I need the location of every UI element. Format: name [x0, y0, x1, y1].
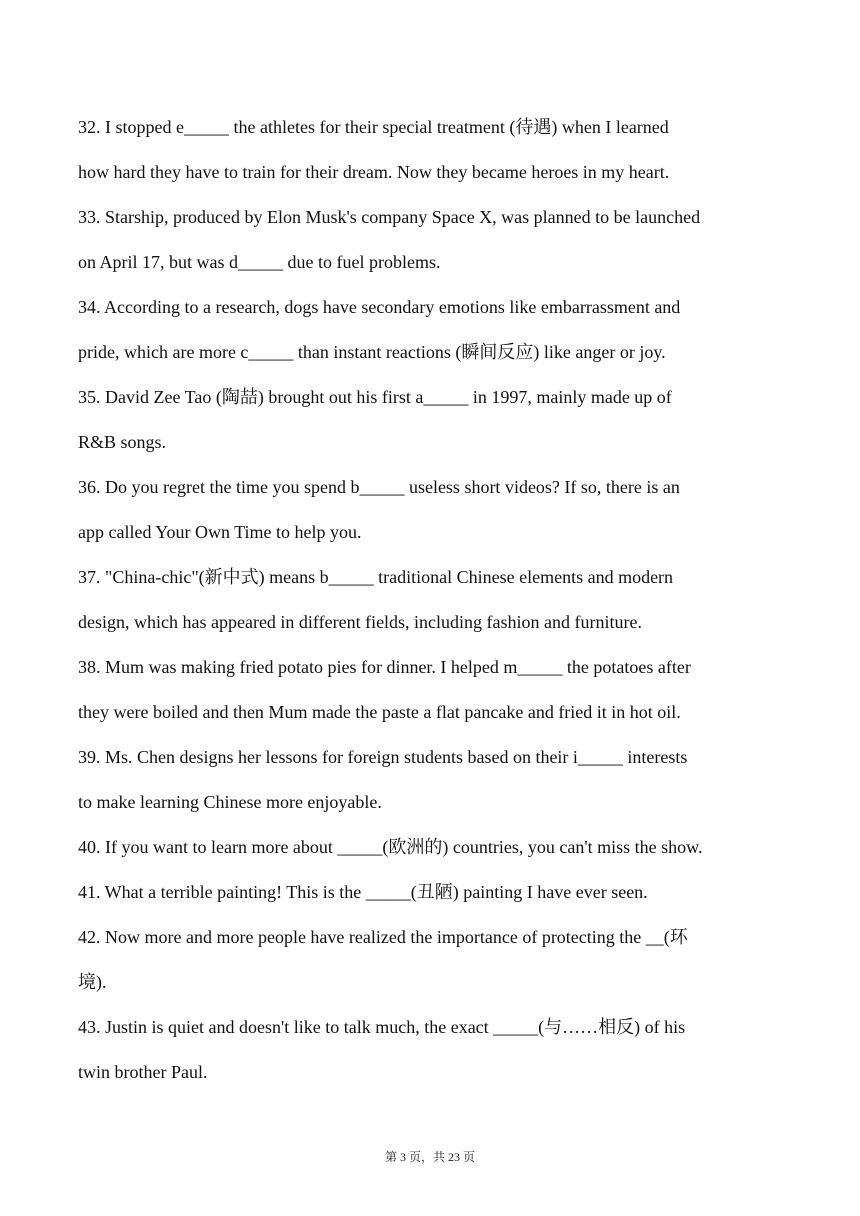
text-line: 40. If you want to learn more about _____(欧洲的) countries, you can't miss the show. — [78, 837, 703, 857]
text-line: 38. Mum was making fried potato pies for dinner. I helped m_____ the potatoes after — [78, 657, 691, 677]
text-line: app called Your Own Time to help you. — [78, 522, 362, 542]
text-line: they were boiled and then Mum made the paste a flat pancake and fried it in hot oil. — [78, 702, 681, 722]
text-line: pride, which are more c_____ than instant reactions (瞬间反应) like anger or joy. — [78, 342, 666, 362]
text-line: 41. What a terrible painting! This is the _____(丑陋) painting I have ever seen. — [78, 882, 648, 902]
text-line: R&B songs. — [78, 432, 167, 452]
text-line: 43. Justin is quiet and doesn't like to talk much, the exact _____(与……相反) of his — [78, 1017, 686, 1037]
text-line: on April 17, but was d_____ due to fuel problems. — [78, 252, 441, 272]
text-line: 37. "China-chic"(新中式) means b_____ traditional Chinese elements and modern — [78, 567, 674, 587]
text-line: 36. Do you regret the time you spend b_____ useless short videos? If so, there is an — [78, 477, 680, 497]
text-line: 境). — [78, 972, 107, 992]
text-line: 32. I stopped e_____ the athletes for their special treatment (待遇) when I learned — [78, 117, 669, 137]
text-line: how hard they have to train for their dream. Now they became heroes in my heart. — [78, 162, 670, 182]
page-footer: 第 3 页，共 23 页 — [384, 1150, 475, 1164]
question-list — [78, 110, 790, 1100]
text-line: 39. Ms. Chen designs her lessons for foreign students based on their i_____ interests — [78, 747, 688, 767]
text-line: 35. David Zee Tao (陶喆) brought out his first a_____ in 1997, mainly made up of — [78, 387, 672, 407]
text-line: twin brother Paul. — [78, 1062, 208, 1082]
text-line: 33. Starship, produced by Elon Musk's company Space X, was planned to be launched — [78, 207, 701, 227]
text-line: design, which has appeared in different fields, including fashion and furniture. — [78, 612, 643, 632]
text-line: to make learning Chinese more enjoyable. — [78, 792, 382, 812]
text-line: 42. Now more and more people have realized the importance of protecting the __(环 — [78, 927, 688, 947]
text-line: 34. According to a research, dogs have secondary emotions like embarrassment and — [78, 297, 681, 317]
